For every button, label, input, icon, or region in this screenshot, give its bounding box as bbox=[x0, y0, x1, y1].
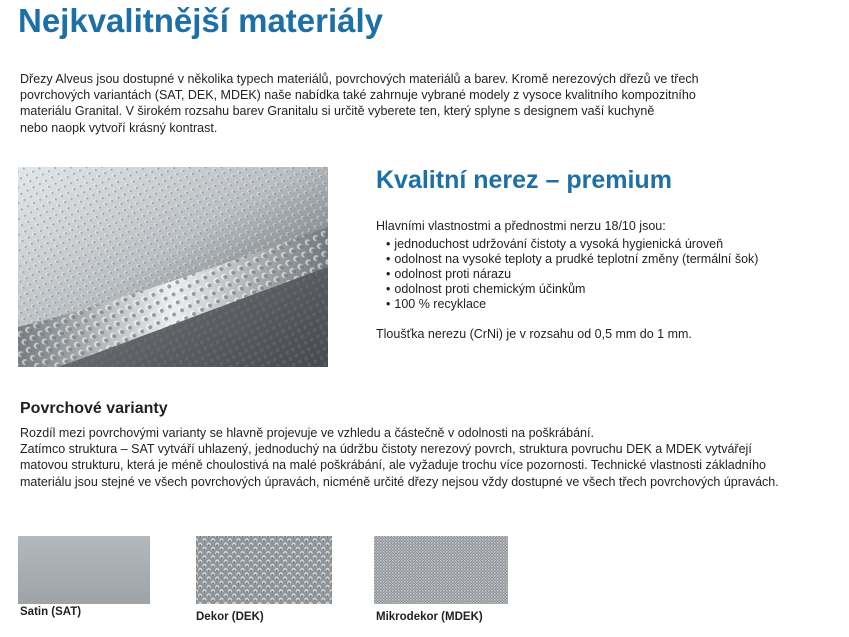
steel-texture-illustration bbox=[18, 167, 328, 367]
variants-line: matovou strukturu, která je méně choulostivá na malé poškrábání, ale vyžaduje trochu více pozornosti. Technické vlastnosti základního bbox=[20, 458, 767, 473]
variants-line: Rozdíl mezi povrchovými varianty se hlavně projevuje ve vzhledu a částečně v odolnosti na poškrábání. bbox=[20, 426, 594, 440]
intro-line: Dřezy Alveus jsou dostupné v několika typech materiálů, povrchových materiálů a barev. Kromě nerezových dřezů ve třech bbox=[20, 72, 699, 86]
intro-line: materiálu Granital. V širokém rozsahu barev Granitalu si určitě vyberete ten, který splyne s designem vaší kuchyně bbox=[20, 104, 655, 119]
variants-line: materiálu jsou stejné ve všech povrchových úpravách, nicméně určité dřezy nejsou vždy dostupné ve všech třech povrchových úpravách. bbox=[20, 474, 779, 489]
page-title: Nejkvalitnější materiály bbox=[18, 2, 384, 39]
satin-label: Satin (SAT) bbox=[20, 606, 82, 618]
satin-swatch bbox=[18, 536, 150, 604]
stainless-steel-texture-image bbox=[18, 167, 328, 367]
list-item: • odolnost proti nárazu bbox=[386, 267, 758, 282]
dekor-texture bbox=[196, 536, 332, 604]
variants-heading: Povrchové varianty bbox=[20, 400, 168, 417]
premium-properties-list bbox=[386, 237, 758, 312]
mikrodekor-texture bbox=[374, 536, 508, 604]
variants-paragraph bbox=[20, 425, 830, 490]
satin-texture bbox=[18, 536, 150, 604]
premium-heading: Kvalitní nerez – premium bbox=[376, 166, 672, 194]
variants-line: Zatímco struktura – SAT vytváří uhlazený, jednoduchý na údržbu čistoty nerezový povrch, struktura povruchu DEK a MDEK vytvářejí bbox=[20, 442, 752, 457]
thickness-note: Tloušťka nerezu (CrNi) je v rozsahu od 0,5 mm do 1 mm. bbox=[376, 327, 692, 341]
mikrodekor-label: Mikrodekor (MDEK) bbox=[376, 611, 483, 623]
list-item: • 100 % recyklace bbox=[386, 297, 758, 312]
list-item: • jednoduchost udržování čistoty a vysoká hygienická úroveň bbox=[386, 237, 758, 252]
list-item: • odolnost na vysoké teploty a prudké teplotní změny (termální šok) bbox=[386, 252, 758, 267]
intro-line: povrchových variantách (SAT, DEK, MDEK) naše nabídka také zahrnuje vybrané modely z vysoce kvalitního kompozitního bbox=[20, 88, 696, 103]
dekor-label: Dekor (DEK) bbox=[196, 611, 264, 623]
intro-paragraph bbox=[20, 71, 740, 136]
mikrodekor-swatch bbox=[374, 536, 508, 604]
dekor-swatch bbox=[196, 536, 332, 604]
intro-line: nebo naopk vytvoří krásný kontrast. bbox=[20, 120, 218, 135]
premium-lead: Hlavními vlastnostmi a přednostmi nerzu 18/10 jsou: bbox=[376, 219, 666, 233]
list-item: • odolnost proti chemickým účinkům bbox=[386, 282, 758, 297]
